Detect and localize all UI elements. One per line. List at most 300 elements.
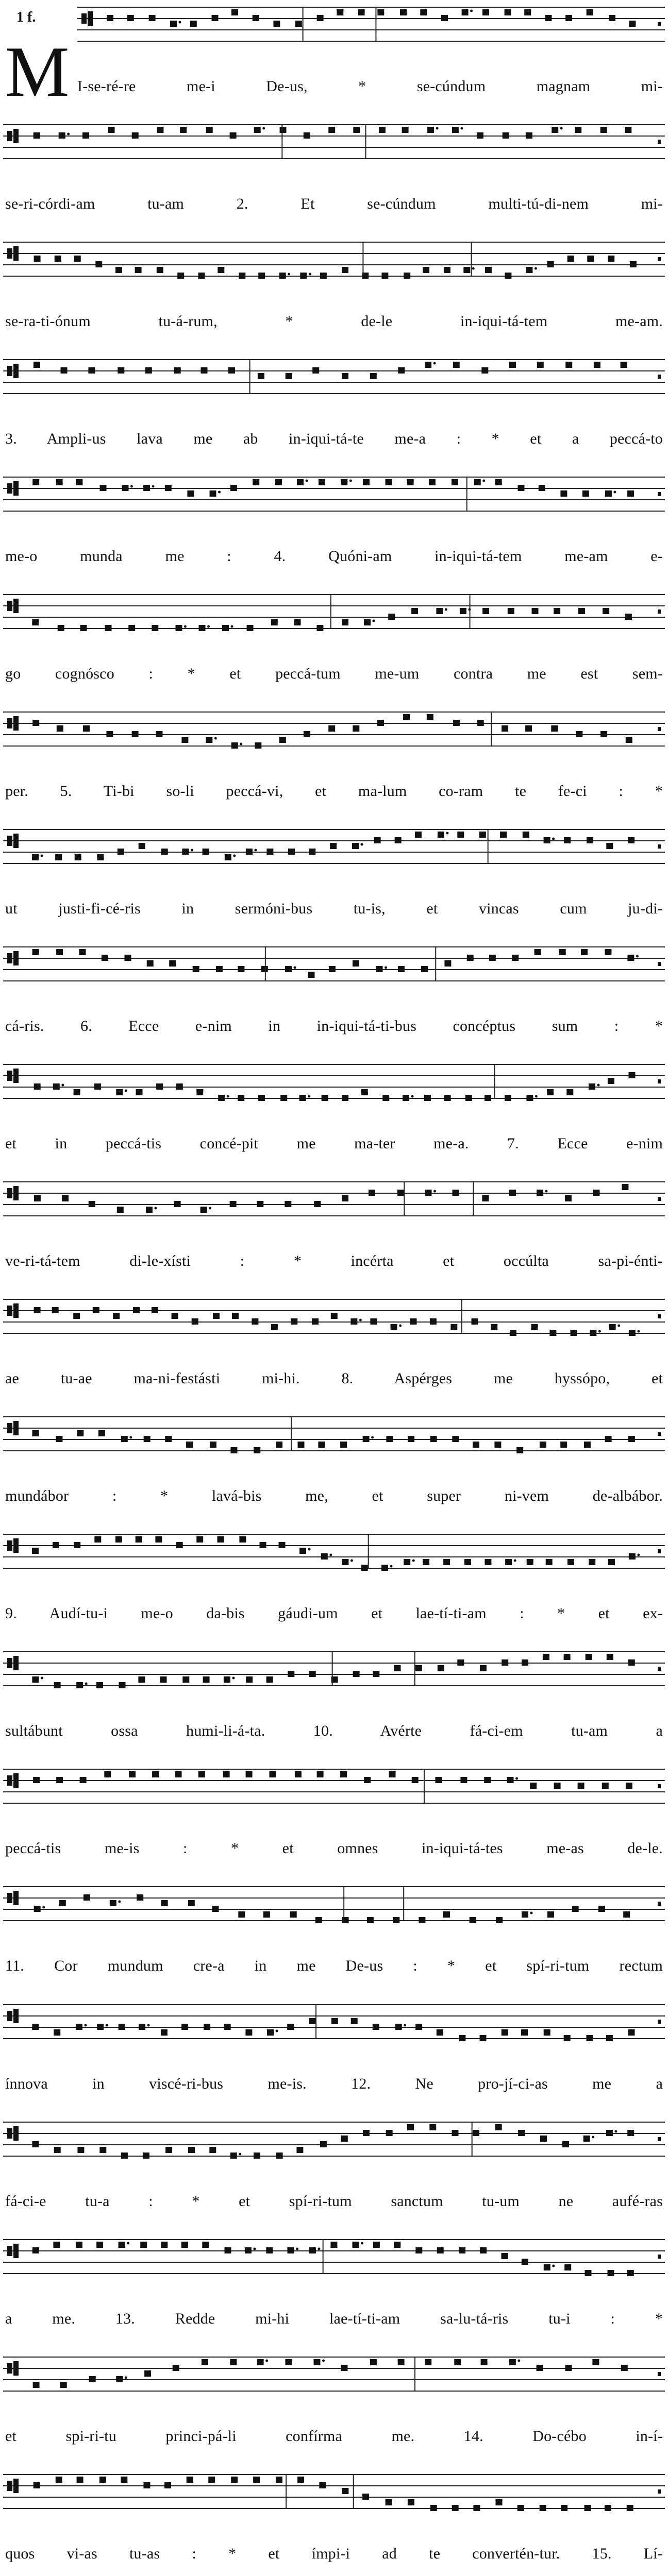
neume [288, 2247, 294, 2253]
neume [317, 15, 324, 21]
staff-system [0, 2115, 668, 2232]
neume [605, 490, 612, 497]
neume [170, 21, 177, 27]
neume [485, 1095, 491, 1101]
c-clef [13, 1891, 19, 1905]
neume [516, 1447, 523, 1453]
neume [102, 955, 108, 961]
neume [318, 1442, 325, 1448]
staff [0, 352, 668, 414]
neume [56, 479, 63, 485]
neume [119, 2242, 125, 2248]
neume [193, 966, 199, 972]
punctum-mora [404, 2024, 406, 2026]
punctum-mora [350, 1560, 353, 1562]
neume [34, 132, 40, 139]
neume [33, 1777, 40, 1783]
neume [412, 1777, 419, 1783]
neume [34, 1195, 41, 1201]
neume [495, 479, 502, 485]
neume [128, 625, 135, 631]
neume [408, 2499, 414, 2505]
punctum-mora [349, 480, 352, 482]
neume [606, 2035, 613, 2041]
neume [252, 1318, 258, 1325]
c-clef [7, 601, 12, 611]
custos [658, 1667, 661, 1671]
neume [608, 1078, 614, 1084]
neume [575, 127, 581, 133]
neume [605, 1436, 612, 1442]
c-clef [13, 716, 19, 731]
neume [75, 854, 81, 860]
neume [444, 1095, 451, 1101]
neume [544, 2264, 550, 2270]
neume [530, 1783, 537, 1789]
custos [658, 727, 661, 731]
neume [196, 1089, 203, 1095]
neume [429, 479, 436, 485]
punctum-mora [218, 491, 221, 494]
neume [421, 966, 428, 972]
staff-system [0, 1292, 668, 1410]
neume [206, 127, 213, 133]
lyric-line: me-o munda me : 4. Quóni-am in-iqui-tá-tem me-am e- [5, 548, 663, 565]
neume [584, 1442, 591, 1448]
neume [58, 625, 64, 631]
c-clef [13, 2479, 19, 2493]
neume [527, 1559, 533, 1565]
neume [314, 2359, 321, 2365]
neume [363, 1436, 370, 1442]
punctum-mora [545, 1190, 548, 1193]
neume [508, 608, 514, 614]
neume [76, 479, 82, 485]
neume [119, 1682, 126, 1688]
neume [304, 132, 310, 139]
neume [505, 273, 511, 279]
c-clef [13, 1069, 19, 1083]
c-clef [7, 483, 12, 494]
neume [342, 267, 348, 273]
neume [495, 2124, 502, 2130]
neume [203, 1676, 210, 1683]
neume [73, 1313, 80, 1319]
punctum-mora [361, 843, 363, 846]
neume [291, 1318, 297, 1325]
custos [658, 1432, 661, 1436]
c-clef [7, 2246, 12, 2256]
custos [658, 2489, 661, 2494]
neume [53, 1083, 60, 1090]
neume [628, 1436, 635, 1442]
neume [518, 2130, 525, 2136]
punctum-mora [445, 608, 447, 611]
neume [279, 1542, 286, 1548]
neume [238, 1095, 244, 1101]
neume [479, 832, 486, 838]
neume [526, 1095, 533, 1101]
neume [622, 1184, 628, 1190]
punctum-mora [127, 2242, 129, 2244]
neume [342, 1917, 349, 1923]
neume [581, 949, 588, 955]
neume [628, 2029, 635, 2036]
staff-system [0, 470, 668, 587]
c-clef [7, 836, 12, 846]
neume [225, 854, 231, 860]
custos [658, 22, 661, 26]
neume [609, 15, 615, 21]
neume [452, 479, 458, 485]
punctum-mora [214, 737, 217, 740]
c-clef [13, 246, 19, 261]
neume [342, 1559, 348, 1565]
neume [246, 1676, 253, 1683]
neume [441, 15, 448, 21]
neume [266, 849, 273, 855]
neume [425, 2359, 431, 2365]
neume [32, 2141, 39, 2147]
neume [136, 1536, 142, 1543]
neume [491, 1324, 497, 1330]
staff-system [0, 1057, 668, 1175]
c-clef [13, 1656, 19, 1670]
neume [505, 9, 511, 15]
c-clef [7, 2128, 12, 2139]
neume [328, 725, 335, 732]
staff [0, 1762, 668, 1824]
neume [480, 1665, 487, 1671]
neume [549, 1330, 556, 1336]
neume [544, 2029, 550, 2036]
neume [288, 849, 295, 855]
neume [258, 273, 265, 279]
neume [232, 1313, 239, 1319]
staff [0, 1645, 668, 1706]
lyric-line: se-ra-ti-ónum tu-á-rum, * de-le in-iqui-tá-tem me-am. [5, 313, 663, 330]
neume [625, 614, 632, 620]
neume [565, 15, 572, 21]
neume [408, 1436, 414, 1442]
staff [0, 1410, 668, 1471]
neume [165, 2147, 172, 2153]
neume [297, 2477, 304, 2483]
neume [115, 267, 122, 273]
neume [590, 1330, 596, 1336]
lyric-line: mundábor : * lavá-bis me, et super ni-vem de-albábor. [5, 1487, 663, 1505]
neume [373, 2242, 380, 2248]
neume [540, 2505, 546, 2511]
neume [593, 1190, 600, 1196]
neume [177, 273, 184, 279]
neume [96, 2242, 103, 2248]
punctum-mora [118, 1901, 121, 1903]
neume [230, 1447, 237, 1453]
neume [279, 273, 286, 279]
neume [285, 966, 292, 972]
neume [224, 2024, 231, 2030]
neume [608, 2270, 614, 2276]
neume [266, 1676, 273, 1683]
neume [407, 2124, 414, 2130]
neume [427, 714, 433, 720]
punctum-mora [598, 1330, 601, 1333]
staff-system [0, 1645, 668, 1762]
neume [181, 737, 188, 743]
punctum-mora [240, 743, 242, 745]
neume [196, 1536, 203, 1543]
neume [398, 2359, 405, 2365]
neume [137, 1894, 143, 1901]
neume [400, 9, 407, 15]
neume [144, 2370, 151, 2377]
neume [379, 127, 386, 133]
neume [55, 256, 61, 262]
lyric-line: ae tu-ae ma-ni-festásti mi-hi. 8. Aspérges me hyssópo, et [5, 1370, 663, 1387]
neume [564, 1654, 571, 1660]
c-clef [13, 951, 19, 965]
neume [266, 2247, 273, 2253]
neume [509, 1190, 516, 1196]
punctum-mora [129, 1436, 132, 1439]
neume [340, 1442, 347, 1448]
neume [34, 256, 41, 262]
neume [79, 949, 86, 955]
neume [554, 608, 560, 614]
neume [565, 362, 572, 368]
neume [138, 1676, 145, 1683]
staff [0, 117, 668, 179]
staff [0, 0, 668, 62]
staff-system [0, 1997, 668, 2115]
punctum-mora [359, 1319, 362, 1321]
neume [373, 2024, 379, 2030]
neume [276, 2153, 283, 2159]
staff [0, 1057, 668, 1119]
lyric-line: fá-ci-e tu-a : * et spí-ri-tum sanctum tu-um ne aufé-ras [5, 2192, 663, 2210]
neume [565, 2365, 572, 2371]
neume [245, 2029, 252, 2036]
neume [165, 1436, 172, 1442]
neume [316, 625, 323, 631]
punctum-mora [288, 273, 290, 276]
neume [331, 1313, 338, 1319]
neume [276, 2477, 282, 2483]
neume [107, 15, 113, 21]
neume [285, 1201, 291, 1207]
staff-system [0, 117, 668, 235]
neume [117, 1207, 124, 1213]
neume [187, 490, 194, 497]
neume [322, 1095, 328, 1101]
neume [522, 1911, 528, 1918]
neume [216, 966, 223, 972]
neume [507, 1777, 514, 1783]
neume [443, 1911, 450, 1918]
punctum-mora [514, 1560, 516, 1562]
neume [129, 1771, 136, 1777]
neume [190, 21, 197, 27]
neume [218, 1536, 224, 1543]
staff [0, 2350, 668, 2412]
neume [56, 949, 63, 955]
neume [388, 614, 395, 620]
neume [228, 367, 235, 374]
neume [352, 843, 359, 849]
neume [567, 1559, 574, 1565]
neume [62, 1195, 69, 1201]
custos [658, 375, 661, 379]
neume [364, 1777, 371, 1783]
neume [309, 849, 315, 855]
neume [218, 267, 224, 273]
neume [295, 21, 302, 27]
punctum-mora [470, 10, 473, 12]
neume [143, 485, 150, 491]
neume [173, 2365, 179, 2371]
neume [32, 479, 39, 485]
neume [547, 1911, 554, 1918]
neume [415, 2024, 422, 2030]
neume [119, 2024, 125, 2030]
punctum-mora [207, 625, 210, 628]
neume [331, 2018, 338, 2024]
neume [161, 849, 168, 855]
punctum-mora [265, 2359, 268, 2362]
neume [149, 15, 156, 21]
neume [502, 725, 508, 732]
neume [182, 849, 189, 855]
c-clef [7, 2363, 12, 2374]
neume [182, 1676, 189, 1683]
neume [32, 619, 39, 625]
neume [74, 256, 81, 262]
neume [32, 2024, 39, 2030]
custos [658, 2137, 661, 2141]
neume [260, 1542, 266, 1548]
neume [592, 2359, 599, 2365]
neume [180, 127, 187, 133]
neume [342, 1195, 348, 1201]
punctum-mora [262, 127, 265, 130]
neume [587, 2035, 593, 2041]
neume [54, 2147, 61, 2153]
neume [389, 1771, 396, 1777]
lyric-line: per. 5. Ti-bi so-li peccá-vi, et ma-lum co-ram te fe-ci : * [5, 783, 663, 800]
punctum-mora [191, 849, 193, 852]
lyric-line: 11. Cor mundum cre-a in me De-us : * et spí-ri-tum rectum [5, 1957, 663, 1975]
c-clef [13, 1186, 19, 1200]
neume [606, 843, 613, 849]
neume [391, 1324, 397, 1330]
lyric-line: I-se-ré-re me-i De-us, * se-cúndum magnam mi- [77, 78, 663, 95]
neume [132, 731, 139, 737]
neume [34, 1906, 41, 1912]
neume [363, 479, 370, 485]
staff-system [0, 1879, 668, 1997]
neume [370, 1318, 377, 1325]
neume [60, 2382, 67, 2388]
c-clef [13, 834, 19, 848]
punctum-mora [592, 2136, 594, 2138]
neume [231, 2477, 238, 2483]
neume [377, 9, 384, 15]
punctum-mora [84, 2024, 87, 2026]
punctum-mora [227, 1095, 229, 1098]
neume [287, 2024, 294, 2030]
neume [415, 1665, 422, 1671]
neume [386, 479, 392, 485]
neume [342, 1095, 348, 1101]
neume [201, 367, 208, 374]
neume [500, 832, 507, 838]
neume [427, 127, 434, 133]
neume [505, 1559, 512, 1565]
neume [181, 2242, 188, 2248]
staff [0, 1879, 668, 1941]
neume [330, 843, 337, 849]
neume [172, 1313, 178, 1319]
neume [467, 955, 474, 961]
neume [608, 256, 614, 262]
neume [208, 2477, 215, 2483]
neume [61, 367, 68, 374]
neume [473, 1442, 479, 1448]
neume [238, 1911, 245, 1918]
neume [300, 273, 307, 279]
neume [230, 1201, 237, 1207]
neume [218, 1095, 225, 1101]
neume [522, 1659, 528, 1666]
neume [319, 2482, 326, 2488]
punctum-mora [67, 133, 70, 135]
neume [152, 1771, 159, 1777]
punctum-mora [597, 1084, 600, 1087]
neume [52, 1307, 59, 1313]
neume [626, 737, 632, 743]
neume [121, 1436, 128, 1442]
neume [582, 490, 589, 497]
neume [526, 267, 532, 273]
neume [484, 1777, 491, 1783]
neume [361, 1565, 368, 1571]
neume [59, 132, 65, 139]
neume [245, 2247, 252, 2253]
punctum-mora [535, 1095, 538, 1098]
neume [544, 837, 550, 843]
neume [453, 1190, 459, 1196]
neume [89, 2376, 96, 2382]
neume [627, 2270, 634, 2276]
neume [97, 2024, 104, 2030]
neume [247, 625, 254, 631]
neume [32, 1676, 39, 1683]
staff [0, 822, 668, 884]
neume [505, 1095, 511, 1101]
punctum-mora [411, 1095, 414, 1098]
neume [89, 1201, 95, 1207]
neume [531, 1324, 538, 1330]
neume [562, 2141, 569, 2147]
neume [460, 608, 466, 614]
neume [566, 1089, 573, 1095]
neume [539, 485, 545, 491]
punctum-mora [253, 2247, 256, 2250]
punctum-mora [373, 620, 375, 622]
neume [565, 1195, 572, 1201]
c-clef [13, 129, 19, 143]
